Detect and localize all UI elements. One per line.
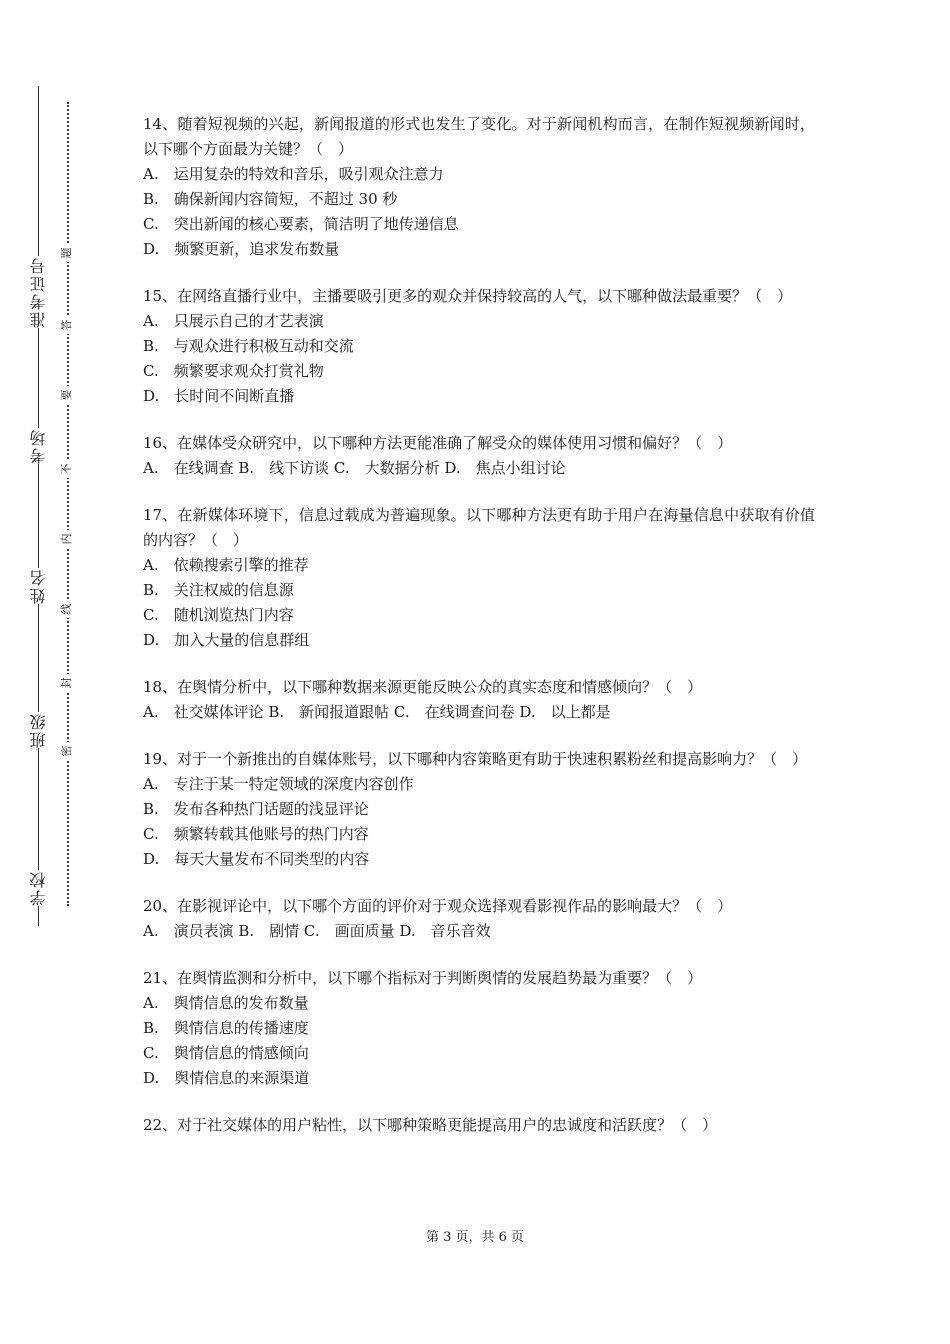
question-15 xyxy=(143,284,815,409)
option: B. 发布各种热门话题的浅显评论 xyxy=(143,800,369,818)
question-17 xyxy=(143,503,815,653)
question-16 xyxy=(143,431,815,481)
option: A. 只展示自己的才艺表演 xyxy=(143,312,324,330)
question-stem: 18、在舆情分析中，以下哪种数据来源更能反映公众的真实态度和情感倾向？（ ） xyxy=(143,678,703,696)
seal-char: 密 xyxy=(58,742,76,760)
question-stem: 16、在媒体受众研究中，以下哪种方法更能准确了解受众的媒体使用习惯和偏好？（ ） xyxy=(143,434,733,452)
question-stem: 21、在舆情监测和分析中，以下哪个指标对于判断舆情的发展趋势最为重要？（ ） xyxy=(143,969,703,987)
field-school-label: 学校 xyxy=(22,870,56,906)
option: A. 专注于某一特定领域的深度内容创作 xyxy=(143,775,414,793)
option: B. 确保新闻内容简短，不超过 30 秒 xyxy=(143,190,398,208)
question-stem: 19、对于一个新推出的自媒体账号，以下哪种内容策略更有助于快速积累粉丝和提高影响力？（ ） xyxy=(143,750,808,768)
option: B. 关注权威的信息源 xyxy=(143,581,294,599)
field-room-label: 考场 xyxy=(22,428,56,464)
seal-char: 内 xyxy=(58,530,76,548)
question-stem: 15、在网络直播行业中，主播要吸引更多的观众并保持较高的人气，以下哪种做法最重要？（ ） xyxy=(143,287,793,305)
field-exam-id-label: 准考证号 xyxy=(22,256,56,328)
option: A. 依赖搜索引擎的推荐 xyxy=(143,556,309,574)
seal-char: 线 xyxy=(58,600,76,618)
option: C. 频繁转载其他账号的热门内容 xyxy=(143,825,369,843)
question-20 xyxy=(143,894,815,944)
question-21 xyxy=(143,966,815,1091)
option: A. 舆情信息的发布数量 xyxy=(143,994,309,1012)
field-name-label: 姓名 xyxy=(22,568,56,604)
question-stem: 14、随着短视频的兴起，新闻报道的形式也发生了变化。对于新闻机构而言，在制作短视频新闻时，以下哪个方面最为关键？（ ） xyxy=(143,115,815,158)
option-row: A. 演员表演 B. 剧情 C. 画面质量 D. 音乐音效 xyxy=(143,922,491,940)
option: B. 舆情信息的传播速度 xyxy=(143,1019,309,1037)
option: D. 每天大量发布不同类型的内容 xyxy=(143,850,370,868)
page-footer: 第 3 页，共 6 页 xyxy=(425,1230,525,1245)
option-row: A. 社交媒体评论 B. 新闻报道跟帖 C. 在线调查问卷 D. 以上都是 xyxy=(143,703,611,721)
option: D. 舆情信息的来源渠道 xyxy=(143,1069,310,1087)
option: C. 频繁要求观众打赏礼物 xyxy=(143,362,324,380)
option: C. 突出新闻的核心要素，简洁明了地传递信息 xyxy=(143,215,459,233)
field-class-label: 班级 xyxy=(22,712,56,748)
seal-char: 题 xyxy=(58,244,76,262)
seal-char: 答 xyxy=(58,316,76,334)
option: B. 与观众进行积极互动和交流 xyxy=(143,337,354,355)
question-22 xyxy=(143,1113,815,1138)
seal-char: 不 xyxy=(58,460,76,478)
binding-solid-line xyxy=(38,86,39,926)
seal-char: 要 xyxy=(58,386,76,404)
question-stem: 17、在新媒体环境下，信息过载成为普遍现象。以下哪种方法更有助于用户在海量信息中获取有价值的内容？（ ） xyxy=(143,506,815,549)
question-18 xyxy=(143,675,815,725)
option: D. 加入大量的信息群组 xyxy=(143,631,310,649)
question-list xyxy=(143,112,815,1160)
option: D. 长时间不间断直播 xyxy=(143,387,295,405)
question-14 xyxy=(143,112,815,262)
binding-margin xyxy=(0,0,90,1344)
seal-char: 封 xyxy=(58,674,76,692)
option: D. 频繁更新，追求发布数量 xyxy=(143,240,340,258)
binding-dotted-line xyxy=(67,102,69,906)
option: C. 随机浏览热门内容 xyxy=(143,606,294,624)
question-stem: 22、对于社交媒体的用户粘性，以下哪种策略更能提高用户的忠诚度和活跃度？（ ） xyxy=(143,1116,718,1134)
option: C. 舆情信息的情感倾向 xyxy=(143,1044,309,1062)
question-stem: 20、在影视评论中，以下哪个方面的评价对于观众选择观看影视作品的影响最大？（ ） xyxy=(143,897,733,915)
option: A. 运用复杂的特效和音乐，吸引观众注意力 xyxy=(143,165,444,183)
question-19 xyxy=(143,747,815,872)
option-row: A. 在线调查 B. 线下访谈 C. 大数据分析 D. 焦点小组讨论 xyxy=(143,459,566,477)
